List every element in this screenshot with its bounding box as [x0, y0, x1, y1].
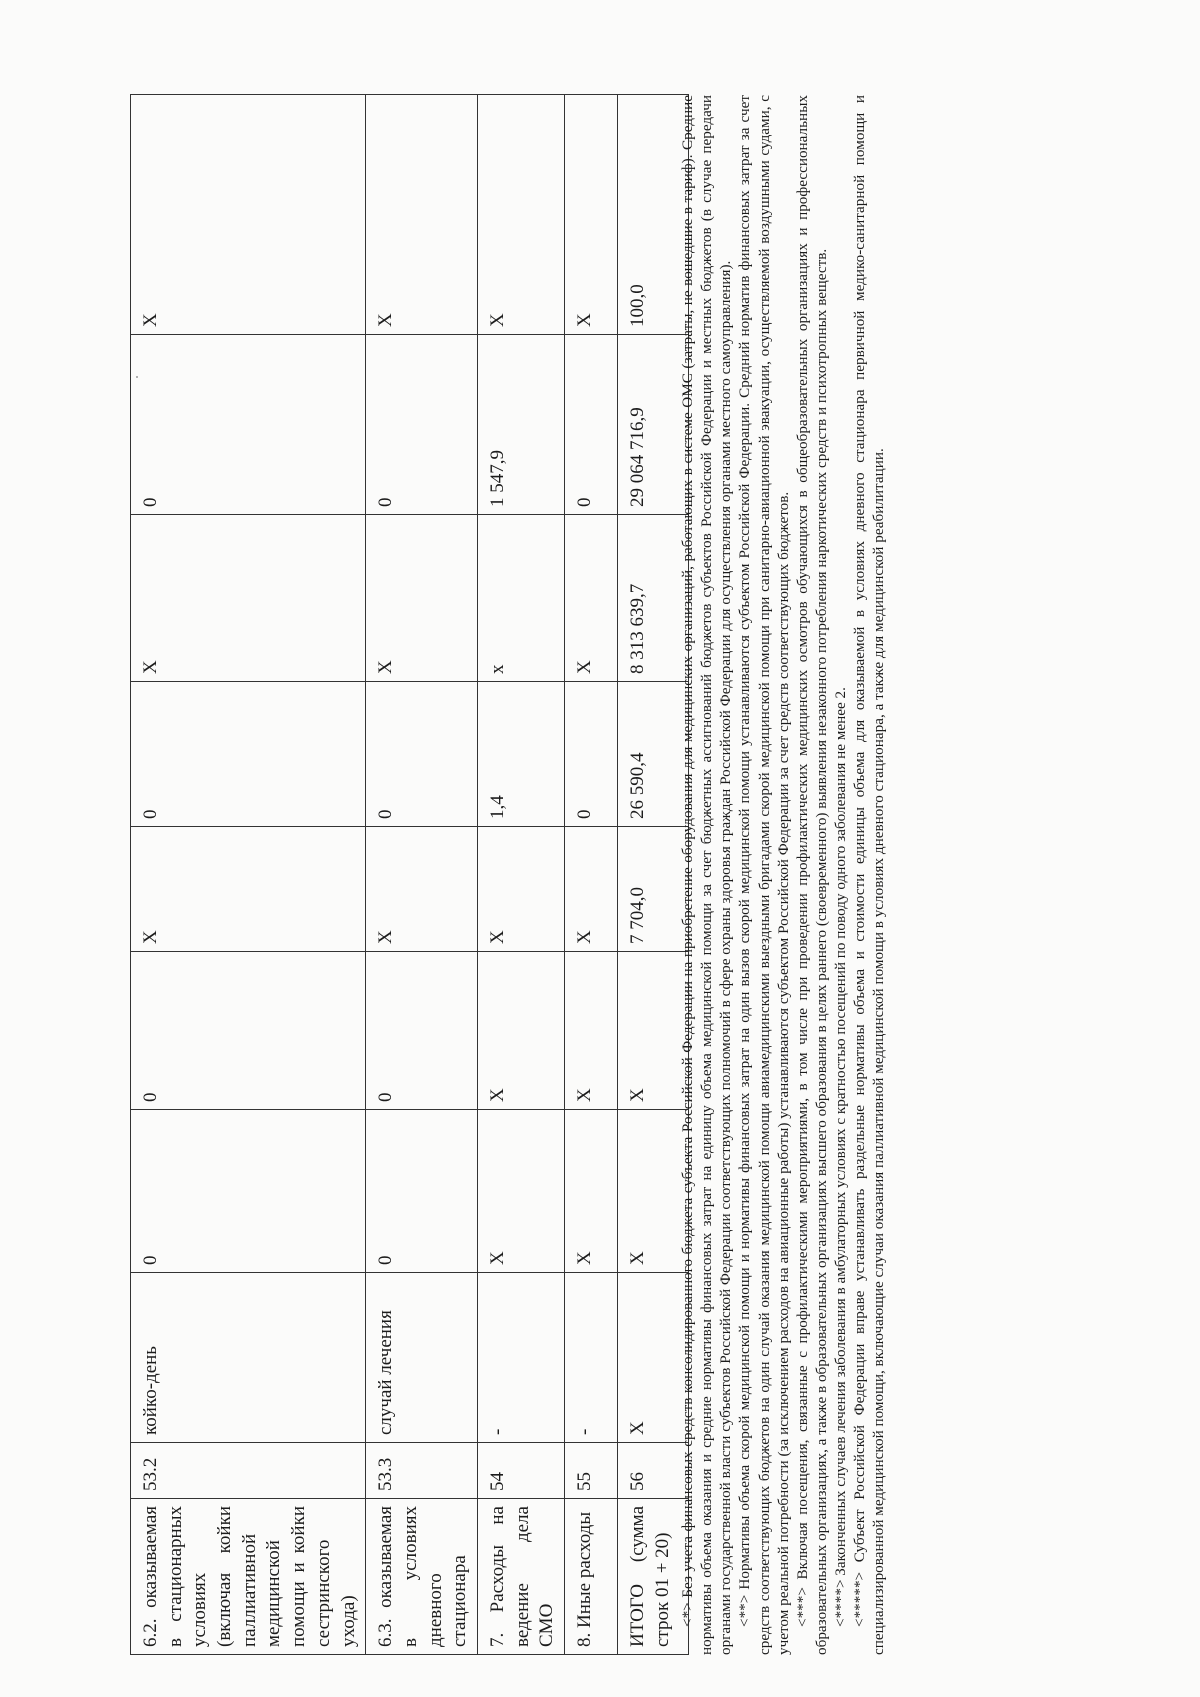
value-cell: 0 [565, 335, 618, 515]
row-number-cell: 55 [565, 1443, 618, 1499]
value-cell: X [565, 515, 618, 682]
value-cell: 8 313 639,7 [618, 515, 689, 682]
row-number-cell: 56 [618, 1443, 689, 1499]
footnote: <*> Без учета финансовых средств консолидированного бюджета субъекта Российской Федерации на приобретение оборудования для медицинских организаций, работающих в системе ОМС (затраты, не вошедшие в тариф). Средние нормативы объема оказания и средние нормативы финансовых затрат на единицу объема медицинской помощи за счет бюджетных ассигнований бюджетов субъектов Российской Федерации и местных бюджетов (в случае передачи органами государственной власти субъектов Российской Федерации соответствующих полномочий в сфере охраны здоровья граждан Российской Федерации для осуществления органами местного самоуправления). [679, 95, 735, 1655]
value-cell: 0 [131, 335, 366, 515]
value-cell: X [366, 827, 478, 952]
value-cell: 29 064 716,9 [618, 335, 689, 515]
value-cell: X [477, 1110, 564, 1273]
value-cell: X [565, 952, 618, 1110]
unit-cell: - [565, 1273, 618, 1443]
table-row [565, 95, 618, 1655]
value-cell: X [477, 95, 564, 335]
value-cell: 26 590,4 [618, 682, 689, 827]
value-cell: 0 [366, 682, 478, 827]
value-cell: X [366, 95, 478, 335]
rotated-sheet [130, 95, 1140, 1655]
row-name-cell: 8. Иные расходы [565, 1499, 618, 1655]
value-cell: 0 [366, 952, 478, 1110]
table-row [131, 95, 366, 1655]
value-cell: X [618, 952, 689, 1110]
value-cell: 0 [131, 1110, 366, 1273]
row-name-cell: 6.2. оказываемая в стационарных условиях (включая койки паллиативной медицинской помощи и койки сестринского ухода) [131, 1499, 366, 1655]
row-number-cell: 53.3 [366, 1443, 478, 1499]
row-name-cell: ИТОГО (сумма строк 01 + 20) [618, 1499, 689, 1655]
value-cell: X [565, 827, 618, 952]
value-cell: X [618, 1110, 689, 1273]
value-cell: X [565, 1110, 618, 1273]
row-number-cell: 54 [477, 1443, 564, 1499]
footnotes [678, 95, 889, 1655]
footnote: <****> Законченных случаев лечения заболевания в амбулаторных условиях с кратностью посещений по поводу одного заболевания не менее 2. [832, 687, 850, 1627]
value-cell: X [477, 952, 564, 1110]
footnote: <***> Включая посещения, связанные с профилактическими мероприятиями, в том числе при проведении профилактических медицинских осмотров обучающихся в общеобразовательных организациях и профессиональных образовательных организациях, а также в образовательных организациях высшего образования в целях раннего (своевременного) выявления незаконного потребления наркотических средств и психотропных веществ. [793, 95, 830, 1655]
unit-cell: - [477, 1273, 564, 1443]
value-cell: X [565, 95, 618, 335]
financing-table [130, 94, 689, 1655]
value-cell: X [131, 515, 366, 682]
value-cell: 1 547,9 [477, 335, 564, 515]
value-cell: x [477, 515, 564, 682]
unit-cell: случай лечения [366, 1273, 478, 1443]
unit-cell: X [618, 1273, 689, 1443]
value-cell: 0 [131, 952, 366, 1110]
row-number-cell: 53.2 [131, 1443, 366, 1499]
table-row [477, 95, 564, 1655]
value-cell: 0 [366, 1110, 478, 1273]
value-cell: X [477, 827, 564, 952]
value-cell: 100,0 [618, 95, 689, 335]
unit-cell: койко-день [131, 1273, 366, 1443]
value-cell: 0 [565, 682, 618, 827]
row-name-cell: 7. Расходы на ведение дела СМО [477, 1499, 564, 1655]
value-cell: 0 [131, 682, 366, 827]
row-name-cell: 6.3. оказываемая в условиях дневного стационара [366, 1499, 478, 1655]
value-cell: 1,4 [477, 682, 564, 827]
footnote: <**> Нормативы объема скорой медицинской помощи и нормативы финансовых затрат на один вызов скорой медицинской помощи устанавливаются субъектом Российской Федерации. Средний норматив финансовых затрат за счет средств соответствующих бюджетов на один случай оказания медицинской помощи авиамедицинскими выездными бригадами скорой медицинской помощи при санитарно-авиационной эвакуации, осуществляемой воздушными судами, с учетом реальной потребности (за исключением расходов на авиационные работы) устанавливаются субъектом Российской Федерации за счет средств соответствующих бюджетов. [736, 95, 792, 1655]
value-cell: X [131, 95, 366, 335]
table-row [366, 95, 478, 1655]
value-cell: 7 704,0 [618, 827, 689, 952]
value-cell: 0 [366, 335, 478, 515]
footnote: <*****> Субъект Российской Федерации вправе устанавливать раздельные нормативы объема и стоимости единицы объема для оказываемой в условиях дневного стационара первичной медико-санитарной помощи и специализированной медицинской помощи, включающие случаи оказания паллиативной медицинской помощи в условиях дневного стационара, а также для медицинской реабилитации. [851, 95, 888, 1655]
value-cell: X [131, 827, 366, 952]
value-cell: X [366, 515, 478, 682]
